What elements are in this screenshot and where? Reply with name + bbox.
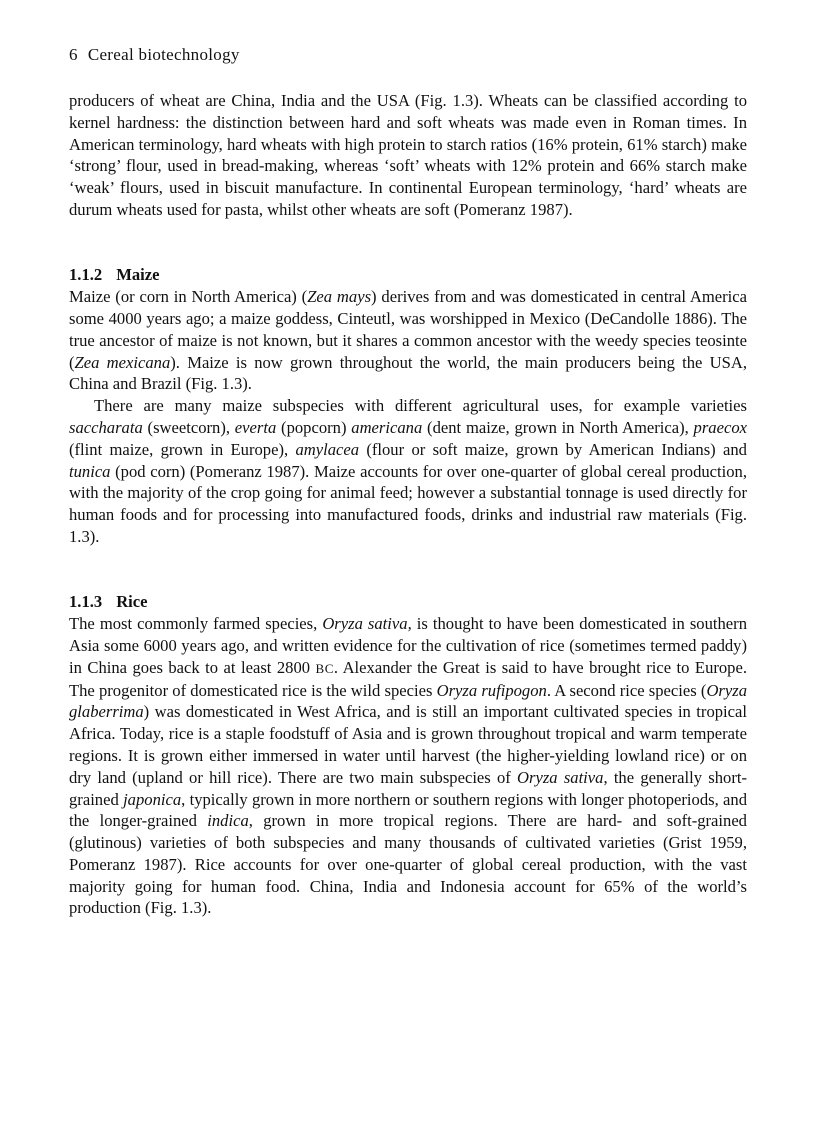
text-run: producers of wheat are China, India and the USA (Fig. 1.3). Wheats can be classified according to kernel hardness: the distinction between hard and soft wheats was made even in Roman times. In American terminology, hard wheats with high protein to starch ratios (16% protein, 61% starch) make ‘strong’ flour, used in bread-making, whereas ‘soft’ wheats with 12% protein and 66% starch make ‘weak’ flours, used in biscuit manufacture. In continental European terminology, ‘hard’ wheats are durum wheats used for pasta, whilst other wheats are soft (Pomeranz 1987). (69, 91, 747, 219)
section-heading-rice (69, 591, 747, 613)
text-run: ). Maize is now grown throughout the world, the main producers being the USA, China and Brazil (Fig. 1.3). (69, 352, 748, 394)
section-title: Rice (116, 592, 148, 612)
section-number: 1.1.2 (69, 265, 103, 285)
section-heading-maize (69, 264, 747, 286)
text-run: (flint maize, grown in Europe), (69, 439, 296, 459)
italic-text: Zea mexicana (74, 352, 171, 372)
running-head (69, 45, 240, 65)
italic-text: Zea mays (307, 287, 372, 307)
text-run: (popcorn) (276, 417, 352, 437)
section-number: 1.1.3 (69, 592, 103, 612)
italic-text: Oryza sativa (517, 767, 604, 787)
text-run: Maize (or corn in North America) ( (69, 287, 308, 307)
text-run: (flour or soft maize, grown by American Indians) and (359, 439, 747, 459)
text-run: , the generally short-grained (69, 767, 747, 809)
paragraph-wheat (69, 90, 747, 221)
text-run: ) was domesticated in West Africa, and is still an important cultivated species in tropical Africa. Today, rice is a staple foodstuff of Asia and is grown throughout tropical and warm temperate regions. It is grown either immersed in water until harvest (the higher-yielding lowland rice) or on dry land (upland or hill rice). There are two main subspecies of (69, 702, 747, 787)
text-run: The most commonly farmed species, (69, 614, 323, 634)
italic-text: Oryza rufipogon (436, 680, 547, 700)
text-run: There are many maize subspecies with different agricultural uses, for example varieties (94, 396, 747, 416)
italic-text: japonica (123, 789, 182, 809)
italic-text: tunica (69, 461, 111, 481)
italic-text: indica (207, 811, 249, 831)
text-run: . A second rice species ( (546, 680, 707, 700)
text-run: , grown in more tropical regions. There are hard- and soft-grained (glutinous) varieties of both subspecies and many thousands of cultivated varieties (Grist 1959, Pomeranz 1987). Rice accounts for over one-quarter of global cereal production, with the vast majority going for human food. China, India and Indonesia account for 65% of the world’s production (Fig. 1.3). (69, 811, 747, 918)
italic-text: praecox (693, 417, 747, 437)
text-run: , typically grown in more northern or southern regions with longer photoperiods, and the longer-grained (69, 789, 748, 831)
text-run: ) derives from and was domesticated in central America some 4000 years ago; a maize goddess, Cinteutl, was worshipped in Mexico (DeCandolle 1886). The true ancestor of maize is not known, but it shares a common ancestor with the weedy species teosinte ( (69, 287, 748, 372)
paragraph-maize-1 (69, 286, 747, 395)
page-body (69, 90, 747, 919)
page-number: 6 (69, 45, 78, 64)
italic-text: Oryza sativa, (322, 614, 412, 634)
small-caps-text: BC (315, 660, 334, 676)
paragraph-rice (69, 613, 747, 919)
italic-text: Oryza glaberrima (69, 680, 747, 722)
paragraph-maize-2 (69, 395, 747, 548)
running-head-title: Cereal biotechnology (87, 45, 240, 64)
text-run: is thought to have been domesticated in southern Asia some 6000 years ago, and written evidence for the cultivation of rice (sometimes termed paddy) in China goes back to at least 2800 (69, 614, 747, 677)
section-title: Maize (116, 265, 160, 285)
italic-text: saccharata (69, 417, 143, 437)
text-run: . Alexander the Great is said to have brought rice to Europe. The progenitor of domesticated rice is the wild species (69, 657, 747, 700)
italic-text: amylacea (295, 439, 360, 459)
italic-text: americana (351, 417, 423, 437)
text-run: (dent maize, grown in North America), (422, 417, 694, 437)
text-run: (pod corn) (Pomeranz 1987). Maize accounts for over one-quarter of global cereal production, with the majority of the crop going for animal feed; however a substantial tonnage is used directly for human foods and for processing into manufactured foods, drinks and industrial raw materials (Fig. 1.3). (69, 461, 747, 546)
text-run: (sweetcorn), (142, 417, 235, 437)
italic-text: everta (234, 417, 277, 437)
